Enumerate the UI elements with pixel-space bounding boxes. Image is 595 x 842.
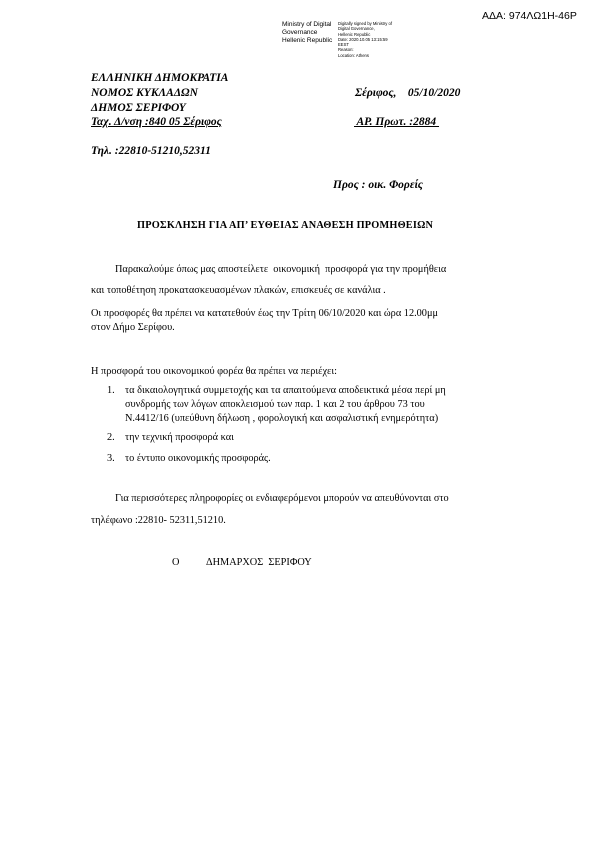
signoff-article: Ο — [172, 557, 180, 568]
header-address: Ταχ. Δ/νση :840 05 Σέριφος — [91, 116, 222, 128]
list-item-line: συνδρομής των λόγων αποκλεισμού των παρ. 1 και 2 του άρθρου 73 του — [125, 399, 425, 410]
list-item-line: τα δικαιολογητικά συμμετοχής και τα απαιτούμενα αποδεικτικά μέσα περί μη — [125, 385, 446, 396]
paragraph-request-line2: και τοποθέτηση προκατασκευασμένων πλακών, επισκευές σε κανάλια . — [91, 285, 386, 296]
signature-detail: Reason: — [338, 47, 354, 53]
recipient: Προς : οικ. Φορείς — [333, 179, 423, 191]
signature-line: Ministry of Digital — [282, 21, 332, 28]
signature-detail: Location: Athens — [338, 52, 369, 58]
signature-detail: Digitally signed by Ministry of — [338, 21, 392, 26]
signature-detail: EEST — [338, 42, 349, 48]
signature-line: Hellenic Republic — [282, 37, 333, 44]
list-number: 3. — [107, 453, 115, 464]
signature-line: Governance — [282, 29, 318, 36]
ada-code: ΑΔΑ: 974ΛΩ1Η-46Ρ — [482, 10, 577, 22]
signature-signer — [282, 21, 332, 45]
list-number: 2. — [107, 432, 115, 443]
header-phone: Τηλ. :22810-51210,52311 — [91, 145, 211, 157]
signoff-mayor: ΔΗΜΑΡΧΟΣ ΣΕΡΙΦΟΥ — [206, 557, 312, 568]
list-item-line: Ν.4412/16 (υπεύθυνη δήλωση , φορολογική και ασφαλιστική ενημερότητα) — [125, 413, 439, 424]
document-title: ΠΡΟΣΚΛΗΣΗ ΓΙΑ ΑΠ’ ΕΥΘΕΙΑΣ ΑΝΑΘΕΣΗ ΠΡΟΜΗΘΕΙΩΝ — [137, 220, 434, 231]
protocol-number: ΑΡ. Πρωτ. :2884 — [354, 116, 440, 128]
list-item-line: το έντυπο οικονομικής προσφοράς. — [125, 453, 271, 464]
header-republic: ΕΛΛΗΝΙΚΗ ΔΗΜΟΚΡΑΤΙΑ — [91, 72, 229, 84]
list-item-line: την τεχνική προσφορά και — [125, 432, 234, 443]
list-number: 1. — [107, 385, 115, 396]
paragraph-contents: Η προσφορά του οικονομικού φορέα θα πρέπει να περιέχει: — [91, 366, 337, 377]
signature-detail: Date: 2020.10.05 13:15:59 — [338, 36, 388, 42]
paragraph-info-line2: τηλέφωνο :22810- 52311,51210. — [91, 515, 226, 526]
signature-details — [338, 21, 392, 58]
paragraph-info-line1: Για περισσότερες πληροφορίες οι ενδιαφερόμενοι μπορούν να απευθύνονται στο — [115, 493, 449, 504]
paragraph-request-line1: Παρακαλούμε όπως μας αποστείλετε οικονομική προσφορά για την προμήθεια — [115, 264, 447, 275]
paragraph-deadline-line2: στον Δήμο Σερίφου. — [91, 322, 175, 333]
paragraph-deadline-line1: Οι προσφορές θα πρέπει να κατατεθούν έως την Τρίτη 06/10/2020 και ώρα 12.00μμ — [91, 308, 439, 319]
place-date: Σέριφος, 05/10/2020 — [355, 87, 461, 99]
header-municipality: ΔΗΜΟΣ ΣΕΡΙΦΟΥ — [91, 102, 186, 114]
signature-detail: Hellenic Republic — [338, 31, 371, 37]
header-prefecture: ΝΟΜΟΣ ΚΥΚΛΑΔΩΝ — [91, 87, 198, 99]
signature-detail: Digital Governance, — [338, 26, 375, 32]
